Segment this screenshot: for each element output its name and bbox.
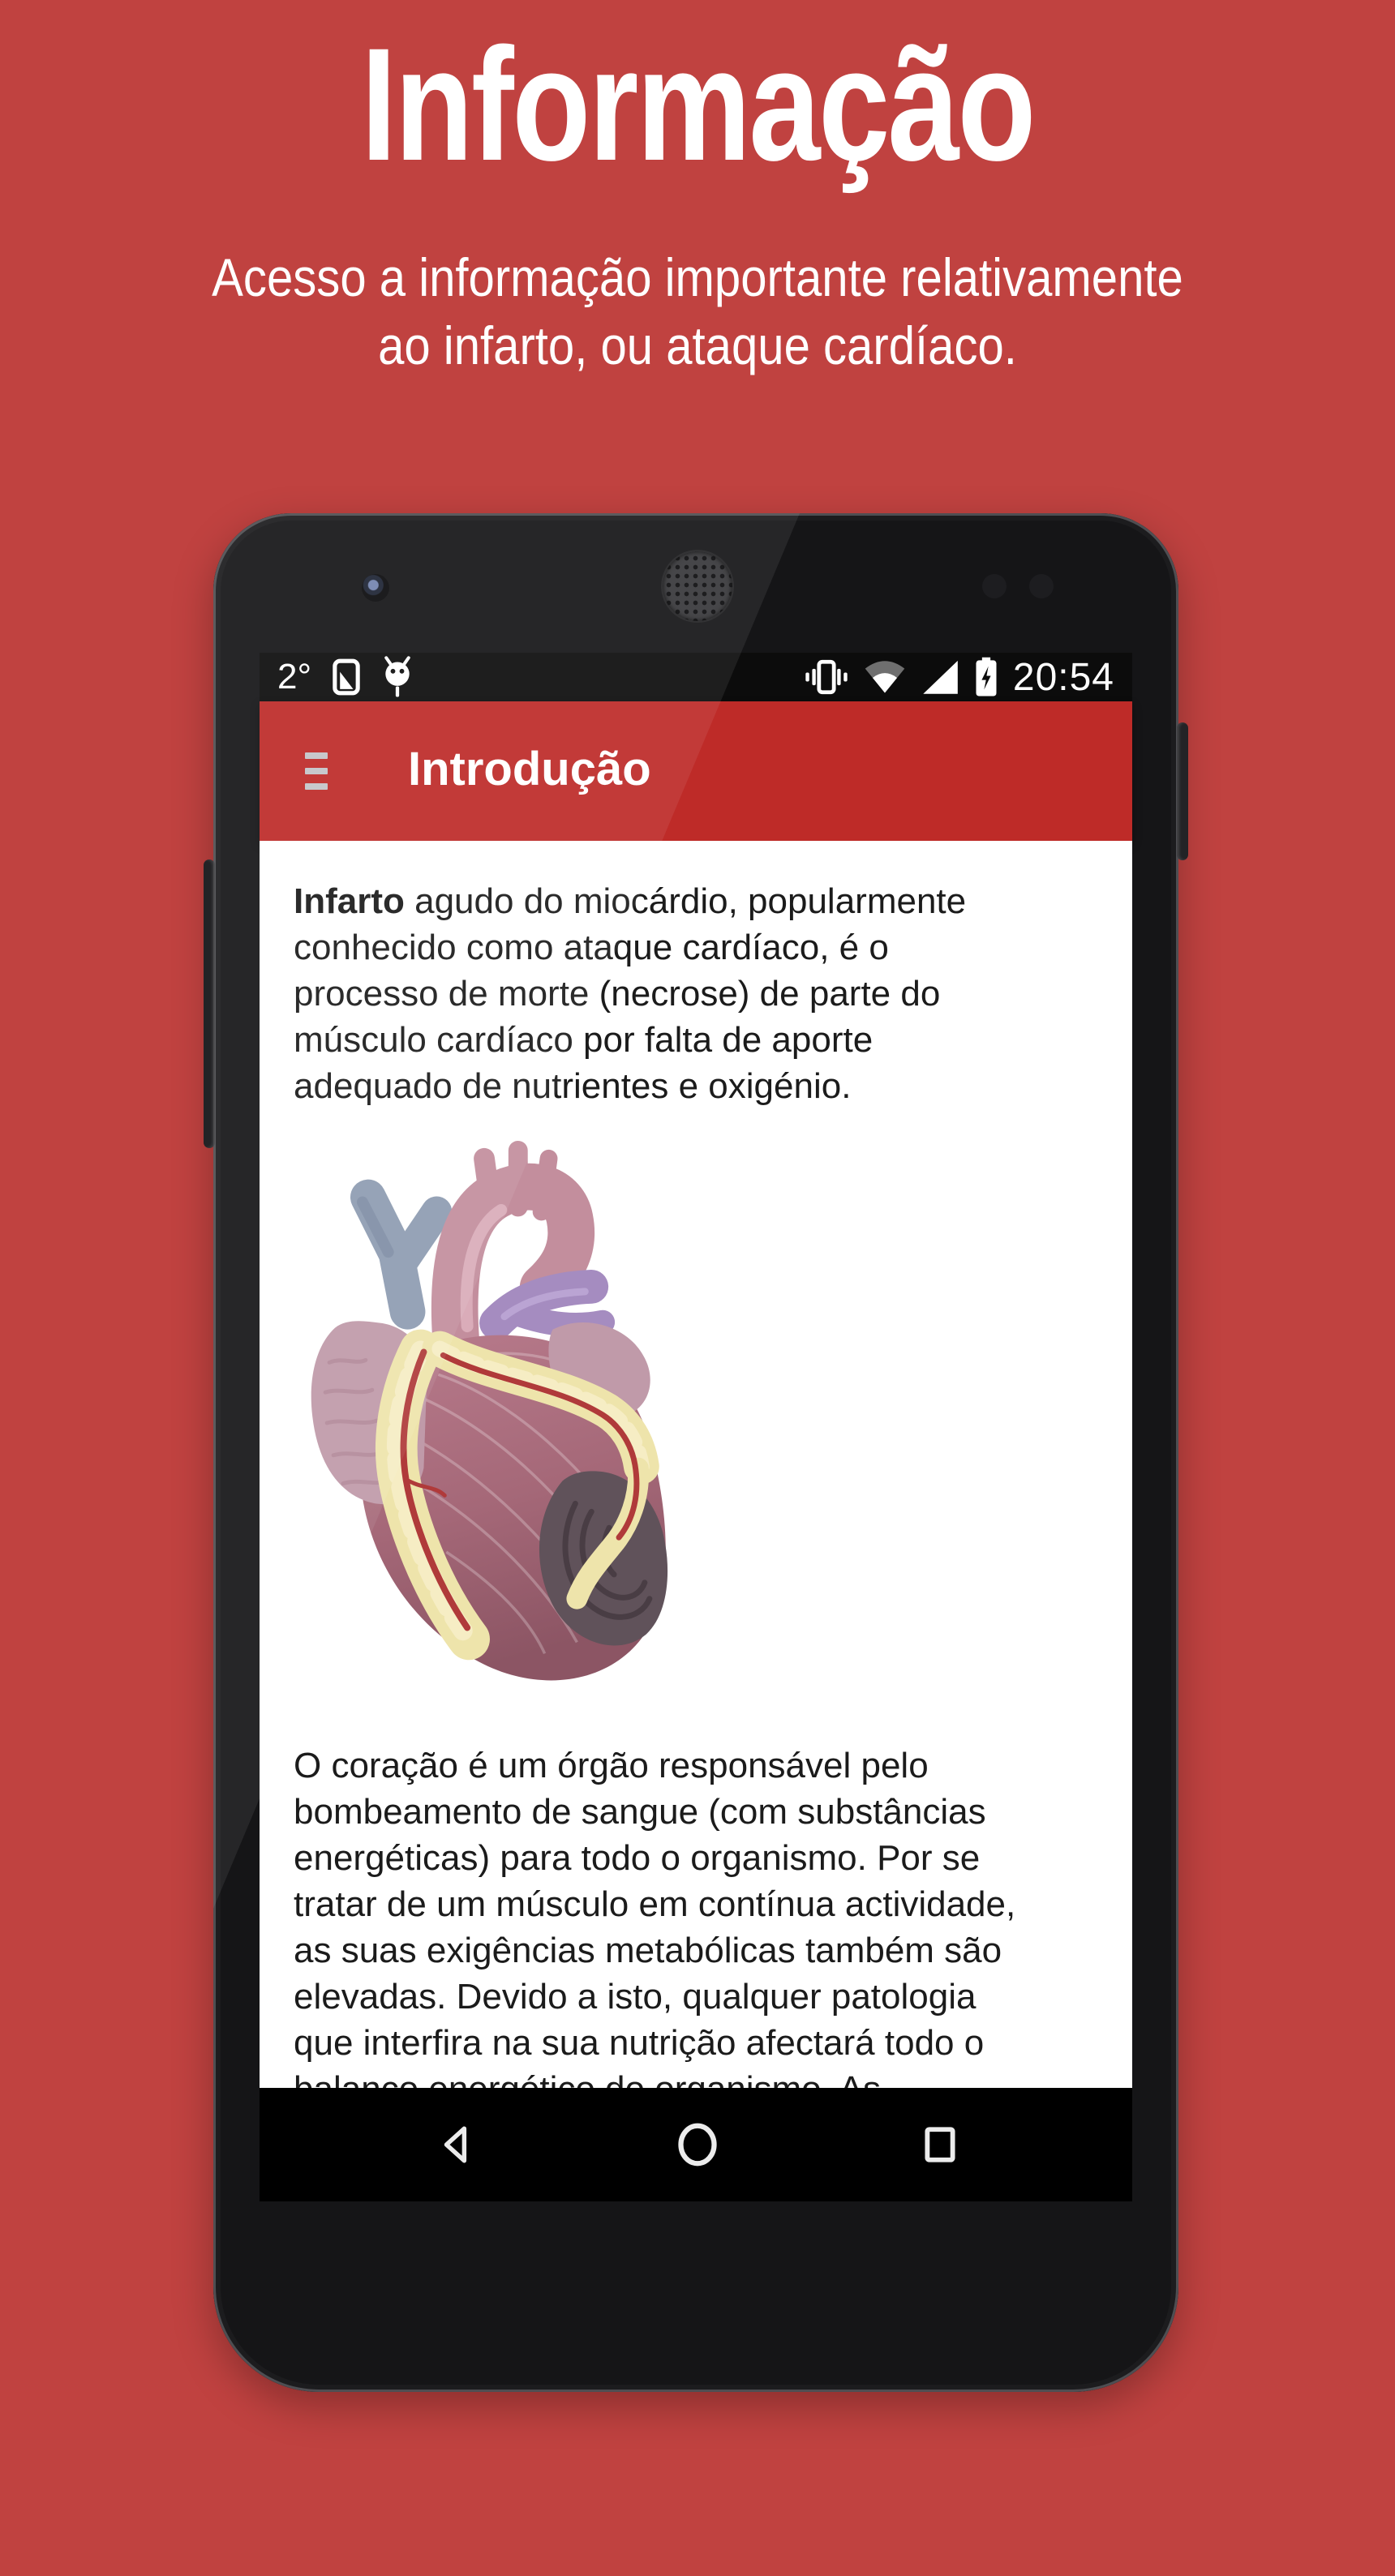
battery-charging-icon [974, 657, 998, 697]
phone-mockup [213, 513, 1178, 2392]
text-line: adequado de nutrientes e oxigénio. [294, 1066, 852, 1106]
article-content[interactable] [260, 841, 1132, 2088]
proximity-sensor [1029, 574, 1054, 598]
page-title: Informação [361, 15, 1034, 194]
front-camera [362, 574, 389, 602]
proximity-sensor [982, 574, 1007, 598]
earpiece-speaker [663, 551, 732, 621]
page-subtitle [84, 243, 1311, 379]
text-line: conhecido como ataque cardíaco, é o [294, 928, 889, 967]
phone-screen [260, 653, 1132, 2201]
text-line: O coração é um órgão responsável pelo [294, 1746, 929, 1785]
bug-droid-icon [381, 656, 414, 698]
subtitle-line: ao infarto, ou ataque cardíaco. [378, 315, 1017, 375]
text-line: bombeamento de sangue (com substâncias [294, 1792, 986, 1832]
clock: 20:54 [1012, 655, 1114, 699]
recents-icon[interactable] [920, 2122, 960, 2167]
text-line: processo de morte (necrose) de parte do [294, 974, 941, 1014]
heart-infarction-illustration [284, 1133, 689, 1697]
paragraph-body [294, 1742, 1098, 2112]
status-bar-left [277, 656, 414, 698]
status-bar-right [804, 655, 1114, 700]
cell-signal-icon [921, 659, 959, 695]
text-line: elevadas. Devido a isto, qualquer patologia [294, 1977, 976, 2017]
text-line: músculo cardíaco por falta de aporte [294, 1020, 873, 1060]
vibrate-icon [804, 659, 849, 695]
text-line: Infarto agudo do miocárdio, popularmente [294, 881, 967, 921]
text-line: as suas exigências metabólicas também são [294, 1931, 1002, 1970]
paragraph-intro [294, 878, 1098, 1109]
menu-icon[interactable] [305, 752, 328, 790]
wifi-icon [864, 659, 906, 695]
subtitle-line: Acesso a informação importante relativamente [212, 247, 1183, 307]
text-line: tratar de um músculo em contínua actividade, [294, 1884, 1016, 1924]
status-bar [260, 653, 1132, 701]
navigation-bar [260, 2088, 1132, 2201]
back-icon[interactable] [436, 2122, 477, 2167]
bold-lead: Infarto [294, 881, 405, 921]
home-icon[interactable] [674, 2121, 721, 2168]
app-bar-title: Introdução [408, 742, 651, 795]
temperature-indicator: 2° [277, 657, 312, 697]
text-line: que interfira na sua nutrição afectará todo o [294, 2023, 985, 2063]
app-bar [260, 701, 1132, 841]
text-line: energéticas) para todo o organismo. Por se [294, 1838, 981, 1878]
power-button[interactable] [1177, 722, 1188, 860]
volume-button[interactable] [204, 859, 215, 1148]
data-usage-icon [333, 658, 360, 697]
